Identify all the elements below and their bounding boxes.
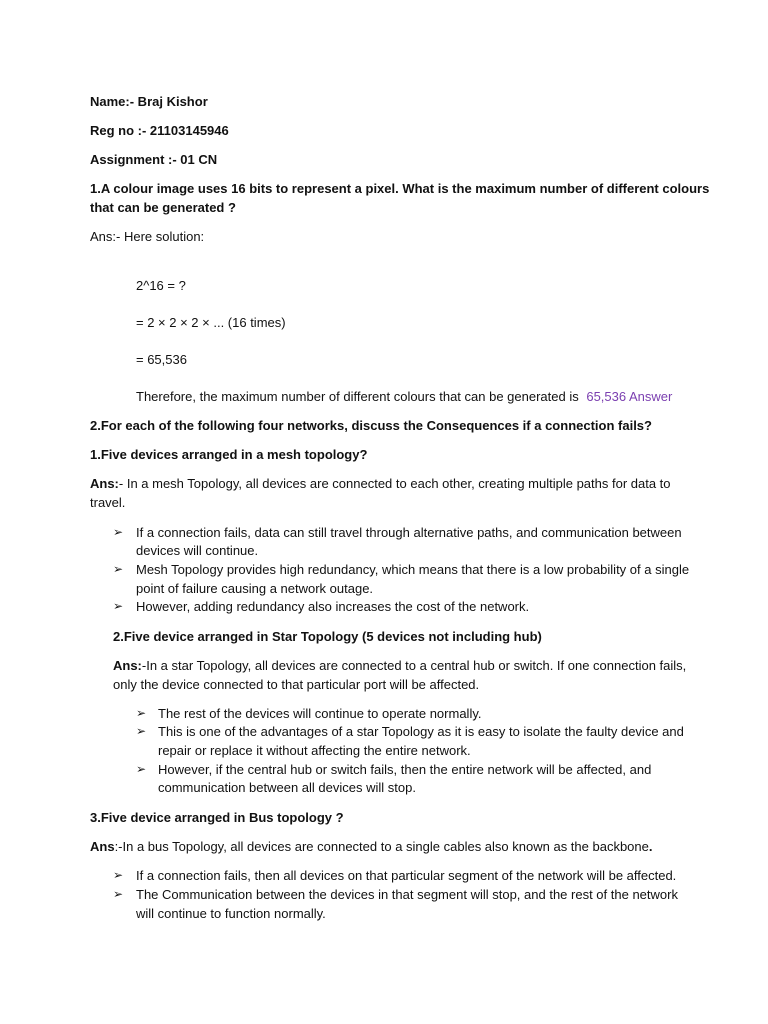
star-bullet-2-line-1: This is one of the advantages of a star Topology as it is easy to isolate the faulty device and bbox=[158, 724, 684, 739]
q1-answer-highlight: 65,536 Answer bbox=[586, 389, 673, 404]
bus-bullet-2-line-1: The Communication between the devices in that segment will stop, and the rest of the network bbox=[136, 887, 678, 902]
bus-answer-line bbox=[90, 837, 653, 856]
q1-step-2: = 2 × 2 × 2 × ... (16 times) bbox=[136, 315, 286, 330]
star-answer-line-1 bbox=[113, 656, 686, 675]
mesh-answer-line-1 bbox=[90, 474, 671, 493]
star-ans-label: Ans: bbox=[113, 658, 142, 673]
q1-conclusion-text: Therefore, the maximum number of different colours that can be generated is bbox=[136, 389, 579, 404]
registration-number: Reg no :- 21103145946 bbox=[90, 123, 229, 138]
mesh-bullet-2-line-1: Mesh Topology provides high redundancy, which means that there is a low probability of a single bbox=[136, 562, 690, 577]
star-bullet-3-line-1: However, if the central hub or switch fails, then the entire network will be affected, and bbox=[158, 762, 652, 777]
mesh-bullet-3: However, adding redundancy also increases the cost of the network. bbox=[136, 599, 530, 614]
bus-heading: 3.Five device arranged in Bus topology ? bbox=[90, 810, 344, 825]
arrowhead-bullet-icon: ➢ bbox=[113, 525, 124, 539]
arrowhead-bullet-icon: ➢ bbox=[136, 762, 147, 776]
bus-bullet-1: If a connection fails, then all devices on that particular segment of the network will be affected. bbox=[136, 868, 677, 883]
mesh-heading: 1.Five devices arranged in a mesh topology? bbox=[90, 447, 368, 462]
bus-ans-text: :-In a bus Topology, all devices are connected to a single cables also known as the backbone bbox=[114, 839, 649, 854]
star-answer-line-2: only the device connected to that particular port will be affected. bbox=[113, 677, 480, 692]
mesh-ans-text: - In a mesh Topology, all devices are connected to each other, creating multiple paths for data to bbox=[118, 476, 671, 491]
q1-answer-intro: Ans:- Here solution: bbox=[90, 229, 205, 244]
q1-step-3: = 65,536 bbox=[136, 352, 187, 367]
bus-ans-end: . bbox=[648, 839, 653, 854]
mesh-bullet-2-line-2: point of failure causing a network outage. bbox=[136, 581, 374, 596]
bus-ans-label: Ans bbox=[90, 839, 115, 854]
question-1-line-2: that can be generated ? bbox=[90, 200, 236, 215]
mesh-bullet-1-line-2: devices will continue. bbox=[136, 543, 259, 558]
q1-conclusion bbox=[136, 387, 672, 406]
star-bullet-3-line-2: communication between all devices will stop. bbox=[158, 780, 416, 795]
mesh-answer-line-2: travel. bbox=[90, 495, 126, 510]
assignment-title: Assignment :- 01 CN bbox=[90, 152, 218, 167]
arrowhead-bullet-icon: ➢ bbox=[136, 724, 147, 738]
question-1-line-1: 1.A colour image uses 16 bits to represent a pixel. What is the maximum number of different colours bbox=[90, 181, 710, 196]
arrowhead-bullet-icon: ➢ bbox=[136, 706, 147, 720]
arrowhead-bullet-icon: ➢ bbox=[113, 887, 124, 901]
arrowhead-bullet-icon: ➢ bbox=[113, 868, 124, 882]
student-name: Name:- Braj Kishor bbox=[90, 94, 208, 109]
star-ans-text: -In a star Topology, all devices are connected to a central hub or switch. If one connection fails, bbox=[141, 658, 687, 673]
question-2-heading: 2.For each of the following four networks, discuss the Consequences if a connection fails? bbox=[90, 418, 652, 433]
star-heading: 2.Five device arranged in Star Topology (5 devices not including hub) bbox=[113, 629, 542, 644]
arrowhead-bullet-icon: ➢ bbox=[113, 599, 124, 613]
arrowhead-bullet-icon: ➢ bbox=[113, 562, 124, 576]
mesh-ans-label: Ans: bbox=[90, 476, 119, 491]
star-bullet-1: The rest of the devices will continue to operate normally. bbox=[158, 706, 482, 721]
q1-step-1: 2^16 = ? bbox=[136, 278, 186, 293]
star-bullet-2-line-2: repair or replace it without affecting the entire network. bbox=[158, 743, 471, 758]
bus-bullet-2-line-2: will continue to function normally. bbox=[136, 906, 326, 921]
mesh-bullet-1-line-1: If a connection fails, data can still travel through alternative paths, and communication between bbox=[136, 525, 682, 540]
